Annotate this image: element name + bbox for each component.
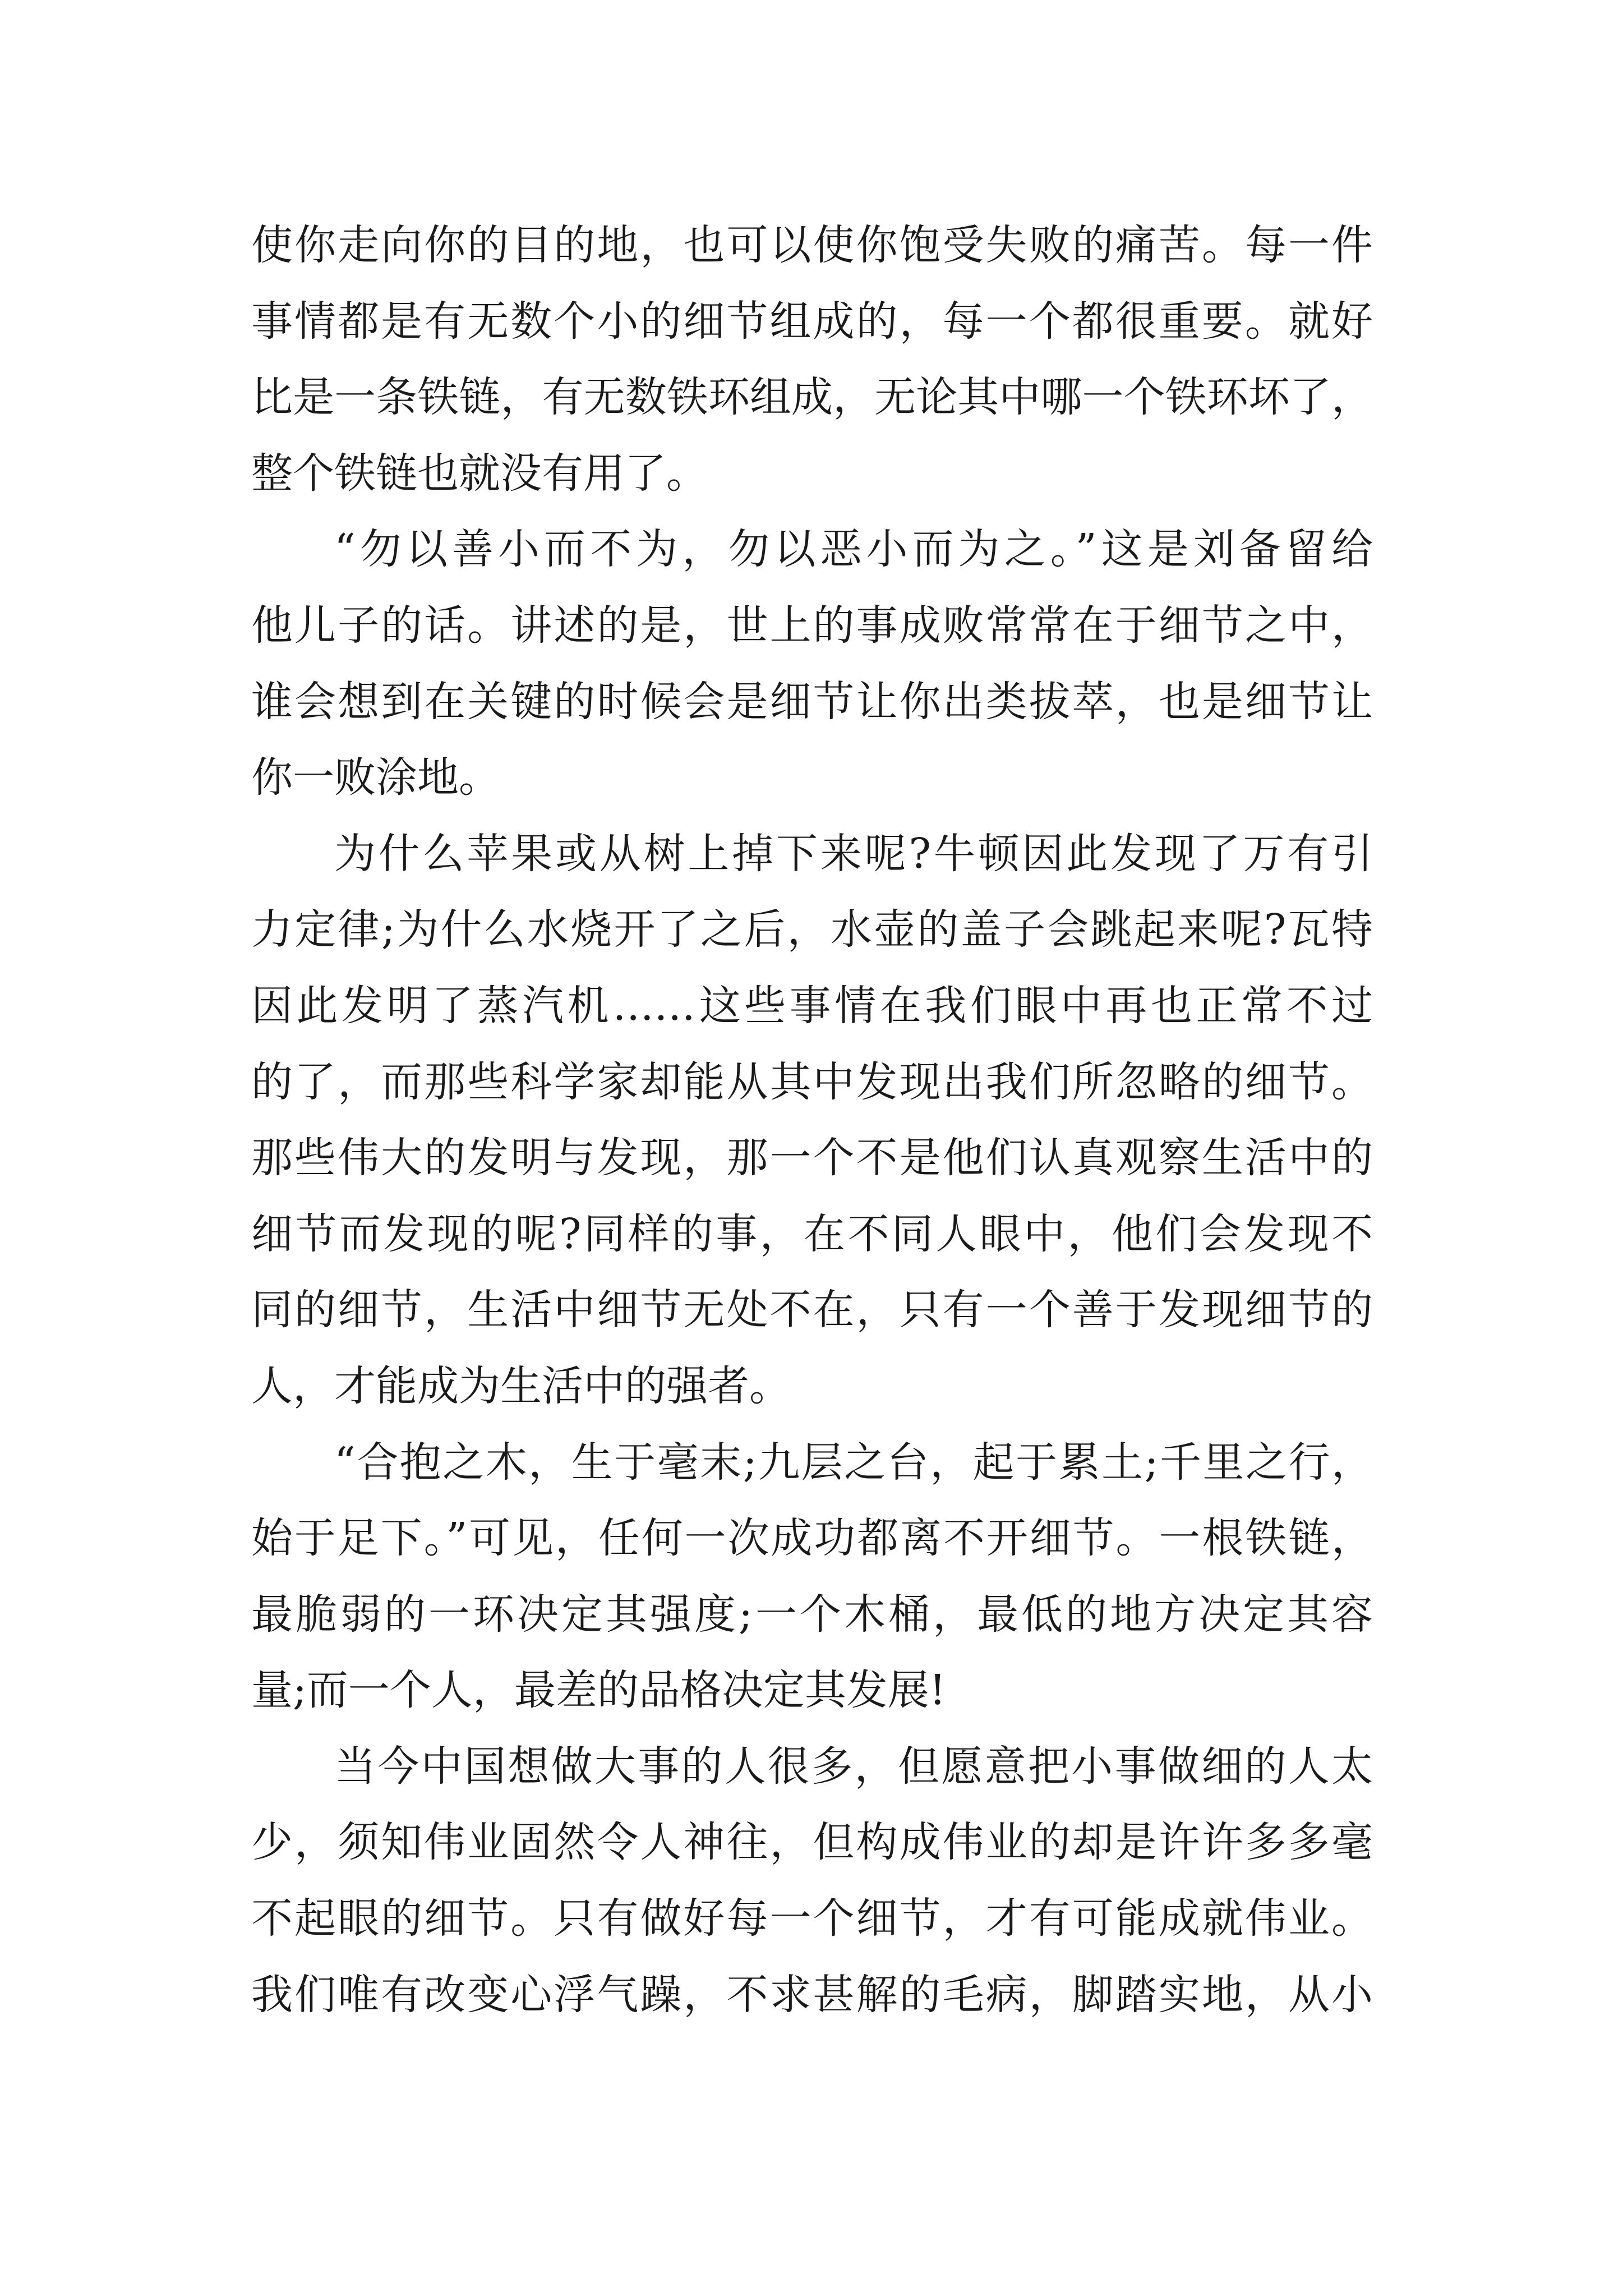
paragraph-2 (251, 512, 1373, 816)
text-line: 比是一条铁链，有无数铁环组成，无论其中哪一个铁环坏了， (251, 373, 1373, 422)
paragraph-5 (251, 1729, 1373, 2033)
body-text (251, 208, 1373, 2033)
paragraph-4 (251, 1425, 1373, 1729)
text-line: “勿以善小而不为，勿以恶小而为之。”这是刘备留给 (334, 525, 1373, 574)
text-line: 为什么苹果或从树上掉下来呢?牛顿因此发现了万有引 (334, 829, 1373, 878)
text-line: 人，才能成为生活中的强者。 (251, 1361, 791, 1410)
text-line: 不起眼的细节。只有做好每一个细节，才有可能成就伟业。 (251, 1894, 1373, 1943)
text-line: 你一败涂地。 (251, 753, 500, 802)
paragraph-1 (251, 208, 1373, 512)
text-line: 那些伟大的发明与发现，那一个不是他们认真观察生活中的 (251, 1134, 1373, 1182)
text-line: 整个铁链也就没有用了。 (251, 449, 708, 498)
text-line: 力定律;为什么水烧开了之后，水壶的盖子会跳起来呢?瓦特 (251, 905, 1373, 954)
text-line: 因此发明了蒸汽机……这些事情在我们眼中再也正常不过 (251, 981, 1373, 1030)
text-line: 量;而一个人，最差的品格决定其发展! (251, 1666, 946, 1715)
text-line: 同的细节，生活中细节无处不在，只有一个善于发现细节的 (251, 1286, 1373, 1335)
text-line: 始于足下。”可见，任何一次成功都离不开细节。一根铁链， (251, 1514, 1373, 1563)
text-line: “合抱之木，生于毫末;九层之台，起于累土;千里之行， (334, 1438, 1373, 1487)
text-line: 细节而发现的呢?同样的事，在不同人眼中，他们会发现不 (251, 1209, 1373, 1258)
paragraph-3 (251, 816, 1373, 1425)
text-line: 少，须知伟业固然令人神往，但构成伟业的却是许许多多毫 (251, 1818, 1373, 1867)
text-line: 当今中国想做大事的人很多，但愿意把小事做细的人太 (334, 1742, 1373, 1791)
text-line: 我们唯有改变心浮气躁，不求甚解的毛病，脚踏实地，从小 (251, 1970, 1373, 2019)
text-line: 谁会想到在关键的时候会是细节让你出类拔萃，也是细节让 (251, 677, 1373, 726)
text-line: 使你走向你的目的地，也可以使你饱受失败的痛苦。每一件 (251, 221, 1373, 269)
text-line: 最脆弱的一环决定其强度;一个木桶，最低的地方决定其容 (251, 1590, 1373, 1639)
text-line: 的了，而那些科学家却能从其中发现出我们所忽略的细节。 (251, 1057, 1373, 1106)
text-line: 事情都是有无数个小的细节组成的，每一个都很重要。就好 (251, 297, 1373, 346)
text-line: 他儿子的话。讲述的是，世上的事成败常常在于细节之中， (251, 601, 1373, 650)
